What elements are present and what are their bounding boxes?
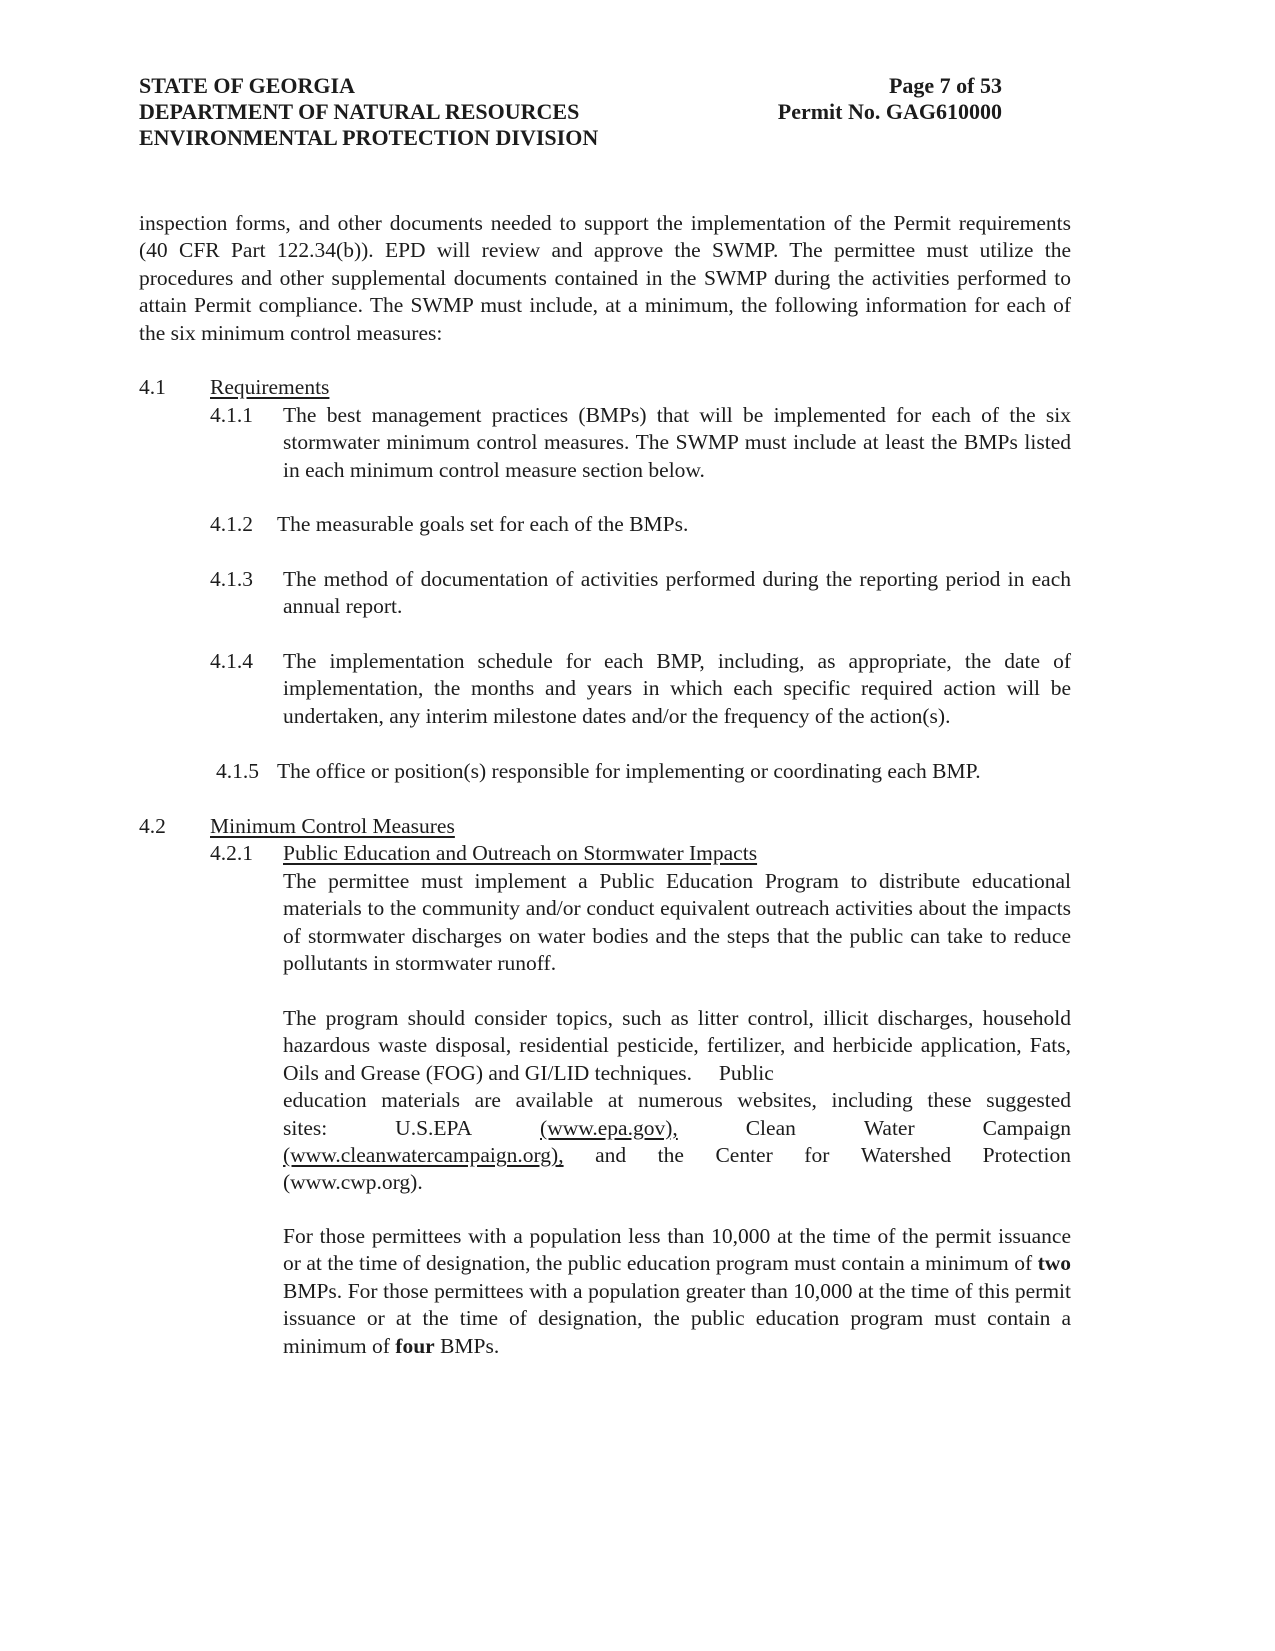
- suggested-sites-line-2: [283, 1142, 1071, 1169]
- header-line-state: STATE OF GEORGIA: [139, 73, 355, 98]
- item-4-1-3-text: The method of documentation of activities performed during the reporting period in each annual report.: [283, 567, 1071, 619]
- sites-water: Water: [863, 1115, 915, 1140]
- section-4-1-number: 4.1: [139, 375, 166, 399]
- item-4-1-5-number: 4.1.5: [216, 759, 259, 783]
- header-line-division: ENVIRONMENTAL PROTECTION DIVISION: [139, 125, 599, 150]
- sites-watershed: Watershed: [860, 1143, 952, 1168]
- cwp-site: (www.cwp.org).: [283, 1170, 423, 1195]
- epa-link[interactable]: (www.epa.gov),: [540, 1115, 678, 1140]
- topics-text-public: Public: [718, 1060, 774, 1085]
- bold-four: four: [395, 1333, 435, 1358]
- page-number: Page 7 of 53: [888, 73, 1002, 98]
- population-paragraph: [283, 1223, 1071, 1360]
- item-4-1-2-text: The measurable goals set for each of the BMPs.: [277, 512, 689, 536]
- topics-text-main: The program should consider topics, such as litter control, illicit discharges, household hazardous waste disposal, residential pesticide, fertilizer, and herbicide application, Fats, Oils and Grease (FOG) and GI/LID techniques.: [283, 1006, 1071, 1085]
- topics-text: [283, 1005, 1071, 1087]
- item-4-1-2-number: 4.1.2: [210, 512, 253, 536]
- topics-paragraph: [283, 1005, 1071, 1197]
- sites-center: Center: [715, 1143, 773, 1168]
- sites-clean: Clean: [745, 1115, 796, 1140]
- section-4-2-number: 4.2: [139, 814, 166, 838]
- item-4-1-1-number: 4.1.1: [210, 403, 253, 427]
- item-4-1-5-text: The office or position(s) responsible for implementing or coordinating each BMP.: [277, 759, 981, 783]
- agency-header: [139, 73, 598, 151]
- population-text-1: For those permittees with a population less than 10,000 at the time of the permit issuance or at the time of designation, the public education program must contain a minimum of: [283, 1224, 1071, 1276]
- section-4-1-title: Requirements: [210, 375, 330, 399]
- sites-the: the: [657, 1143, 684, 1168]
- header-line-department: DEPARTMENT OF NATURAL RESOURCES: [139, 99, 580, 124]
- suggested-sites-line: [283, 1115, 1071, 1142]
- sites-for: for: [804, 1143, 830, 1168]
- permit-number: Permit No. GAG610000: [777, 99, 1002, 124]
- intro-paragraph: inspection forms, and other documents needed to support the implementation of the Permit requirements (40 CFR Part 122.34(b)). EPD will review and approve the SWMP. The permittee must utilize the procedures and other supplemental documents contained in the SWMP during the activities performed to attain Permit compliance. The SWMP must include, at a minimum, the following information for each of the six minimum control measures:: [139, 211, 1071, 345]
- population-text-3: BMPs.: [440, 1333, 500, 1358]
- sites-word: sites:: [283, 1115, 328, 1140]
- subsection-4-2-1-number: 4.2.1: [210, 841, 253, 865]
- item-4-1-1-text: The best management practices (BMPs) that will be implemented for each of the six stormwater minimum control measures. The SWMP must include at least the BMPs listed in each minimum control measure section below.: [283, 403, 1071, 482]
- bold-two: two: [1037, 1251, 1071, 1276]
- sites-and: and: [595, 1143, 627, 1168]
- item-4-1-4-number: 4.1.4: [210, 649, 253, 673]
- cleanwatercampaign-link[interactable]: (www.cleanwatercampaign.org),: [283, 1143, 564, 1168]
- public-education-paragraph: The permittee must implement a Public Education Program to distribute educational materials to the community and/or conduct equivalent outreach activities about the impacts of stormwater discharges on water bodies and the steps that the public can take to reduce pollutants in stormwater runoff.: [283, 869, 1071, 976]
- item-4-1-4-text: The implementation schedule for each BMP, including, as appropriate, the date of implementation, the months and years in which each specific required action will be undertaken, any interim milestone dates and/or the frequency of the action(s).: [283, 649, 1071, 728]
- subsection-4-2-1-title: Public Education and Outreach on Stormwater Impacts: [283, 841, 758, 865]
- topics-websites-line: education materials are available at numerous websites, including these suggested: [283, 1088, 1071, 1113]
- population-text-2: BMPs. For those permittees with a population greater than 10,000 at the time of this permit issuance or at the time of designation, the public education program must contain a minimum of: [283, 1278, 1071, 1358]
- section-4-2-title: Minimum Control Measures: [210, 814, 455, 838]
- page-info: [758, 73, 1002, 125]
- sites-protection: Protection: [982, 1143, 1071, 1168]
- sites-campaign: Campaign: [982, 1115, 1071, 1140]
- item-4-1-3-number: 4.1.3: [210, 567, 253, 591]
- sites-usepa: U.S.EPA: [395, 1115, 473, 1140]
